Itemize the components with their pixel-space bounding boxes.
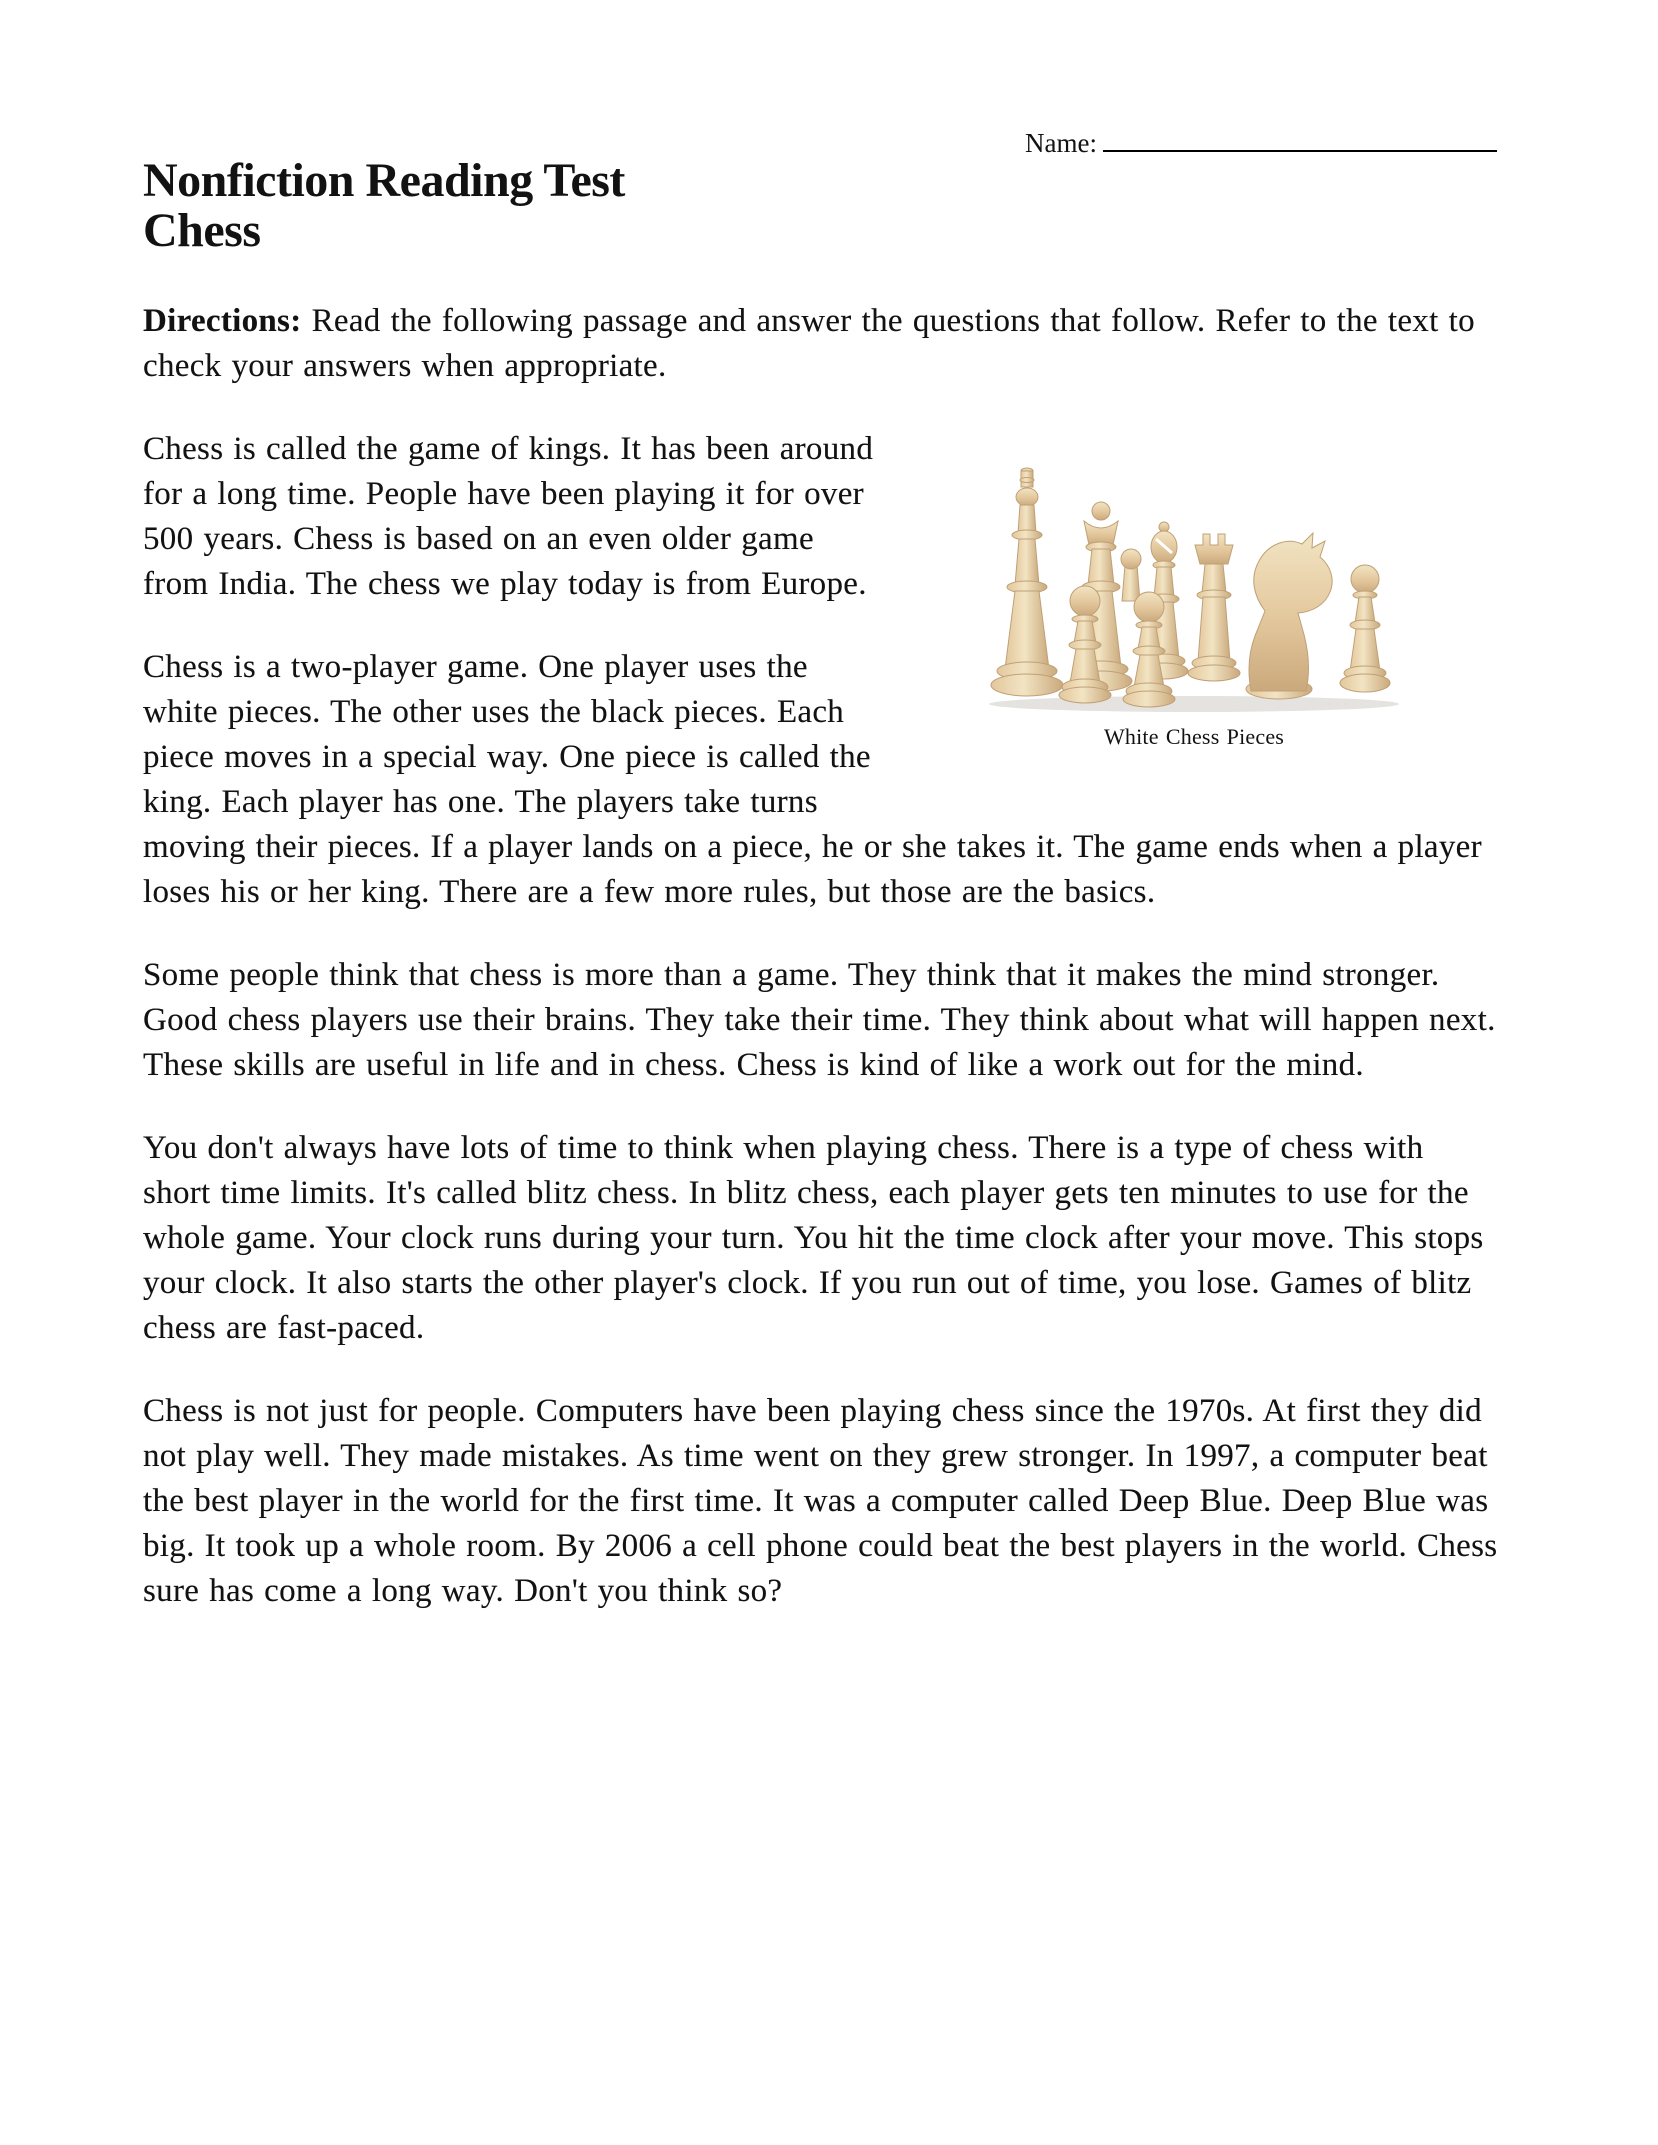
directions-label: Directions: [143, 303, 302, 339]
passage-paragraph-2: Chess is a two-player game. One player uses the white pieces. The other uses the black pieces. Each piece moves in a special way. One piece is called the king. Each player has one. The players take turns moving their pieces. If a player lands on a piece, he or she takes it. The game ends when a player loses his or her king. There are a few more rules, but those are the basics. [143, 649, 1482, 910]
passage-paragraph-1 [143, 427, 1499, 749]
page-title-line-2: Chess [143, 204, 261, 257]
page-title-line-1: Nonfiction Reading Test [143, 154, 625, 207]
pawn-piece-back [1121, 549, 1141, 601]
passage-paragraph-5: Chess is not just for people. Computers have been playing chess since the 1970s. At first they did not play well. They made mistakes. As time went on they grew stronger. In 1997, a computer beat the best player in the world for the first time. It was a computer called Deep Blue. Deep Blue was big. It took up a whole room. By 2006 a cell phone could beat the best players in the world. Chess sure has come a long way. Don't you think so? [143, 1393, 1498, 1609]
page-title [143, 156, 1499, 256]
passage-paragraph-1-text: Chess is called the game of kings. It has been around for a long time. People have been playing it for over 500 years. Chess is based on an even older game from India. The chess we play today is from Europe. [143, 431, 874, 602]
passage-paragraph-4: You don't always have lots of time to think when playing chess. There is a type of chess with short time limits. It's called blitz chess. In blitz chess, each player gets ten minutes to use for the whole game. Your clock runs during your turn. You hit the time clock after your move. This stops your clock. It also starts the other player's clock. If you run out of time, you lose. Games of blitz chess are fast-paced. [143, 1130, 1484, 1346]
worksheet-page [143, 0, 1499, 1652]
chess-pieces-photo [979, 461, 1409, 716]
king-piece [991, 468, 1063, 696]
name-label: Name: [1025, 128, 1097, 158]
pawn-piece-right [1340, 565, 1390, 692]
directions [143, 299, 1499, 389]
knight-piece [1246, 533, 1332, 699]
directions-text: Read the following passage and answer the questions that follow. Refer to the text to check your answers when appropriate. [143, 303, 1475, 384]
rook-piece [1188, 534, 1240, 681]
passage-paragraph-3: Some people think that chess is more than a game. They think that it makes the mind stronger. Good chess players use their brains. They take their time. They think about what will happen next. These skills are useful in life and in chess. Chess is kind of like a work out for the mind. [143, 957, 1496, 1083]
image-caption: White Chess Pieces [1103, 724, 1285, 749]
chess-pieces-figure [889, 427, 1499, 812]
